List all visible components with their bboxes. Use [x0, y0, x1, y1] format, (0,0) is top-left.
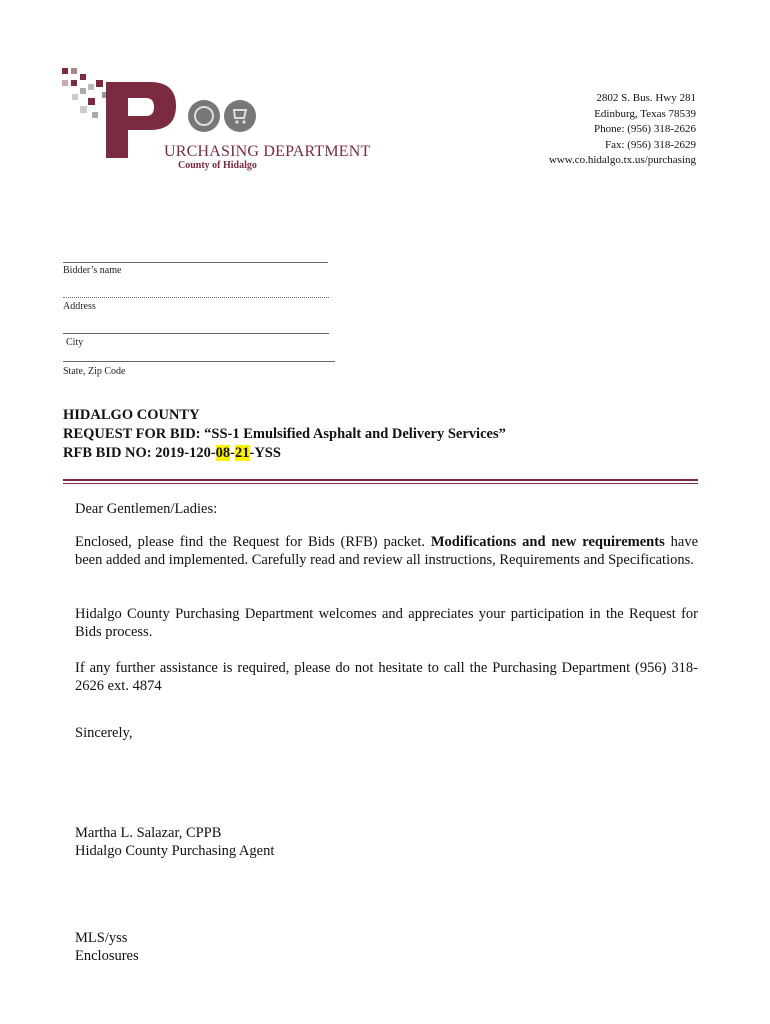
- address-city: Edinburg, Texas 78539: [594, 107, 696, 120]
- department-address: [549, 91, 696, 169]
- rfb-prefix: RFB BID NO: 2019-120-: [63, 445, 216, 461]
- divider-thin: [63, 483, 698, 484]
- state-zip-line[interactable]: [63, 361, 335, 362]
- rfb-highlight-day: 21: [235, 445, 250, 461]
- city-line[interactable]: [63, 333, 329, 334]
- city-label: City: [66, 337, 84, 348]
- bidder-name-label: Bidder’s name: [63, 265, 122, 276]
- logo-subtitle: County of Hidalgo: [178, 160, 257, 171]
- rfb-dash: -: [230, 445, 235, 461]
- bid-heading: [63, 406, 506, 463]
- address-street: 2802 S. Bus. Hwy 281: [596, 92, 696, 104]
- address-label: Address: [63, 301, 96, 312]
- purchasing-department-logo: [58, 60, 371, 180]
- closing: Sincerely,: [75, 725, 133, 741]
- address-fax: Fax: (956) 318-2629: [604, 138, 696, 151]
- divider-thick: [63, 479, 698, 481]
- paragraph-welcome: Hidalgo County Purchasing Department welcomes and appreciates your participation in the Request for Bids process.: [75, 606, 698, 640]
- rfb-number: [63, 444, 506, 463]
- rfb-suffix: -YSS: [249, 445, 281, 461]
- initials: MLS/yss: [75, 930, 128, 946]
- bidder-name-line[interactable]: [63, 262, 328, 263]
- p1-bold: Modifications and new requirements: [430, 534, 665, 550]
- p1-text-b: have been added and implemented. Carefully read and review all instructions, Requirements and Specifications.: [75, 534, 699, 568]
- paragraph-assistance: If any further assistance is required, please do not hesitate to call the Purchasing Department (956) 318-2626 ext. 4874: [75, 660, 698, 694]
- address-phone: Phone: (956) 318-2626: [593, 123, 696, 135]
- enclosures: Enclosures: [75, 948, 139, 964]
- request-title: REQUEST FOR BID: “SS-1 Emulsified Asphalt and Delivery Services”: [63, 426, 506, 442]
- signer-title: Hidalgo County Purchasing Agent: [75, 843, 275, 859]
- state-zip-label: State, Zip Code: [63, 366, 126, 377]
- rfb-highlight-month: 08: [215, 445, 231, 461]
- salutation: Dear Gentlemen/Ladies:: [75, 501, 218, 517]
- address-line[interactable]: [63, 297, 329, 298]
- county-title: HIDALGO COUNTY: [63, 407, 200, 423]
- signer-name: Martha L. Salazar, CPPB: [75, 825, 222, 841]
- paragraph-enclosed: [75, 533, 698, 569]
- p1-text-a: Enclosed, please find the Request for Bids (RFB) packet.: [75, 534, 431, 550]
- logo-title: URCHASING DEPARTMENT: [164, 143, 371, 160]
- address-website: www.co.hidalgo.tx.us/purchasing: [548, 154, 696, 166]
